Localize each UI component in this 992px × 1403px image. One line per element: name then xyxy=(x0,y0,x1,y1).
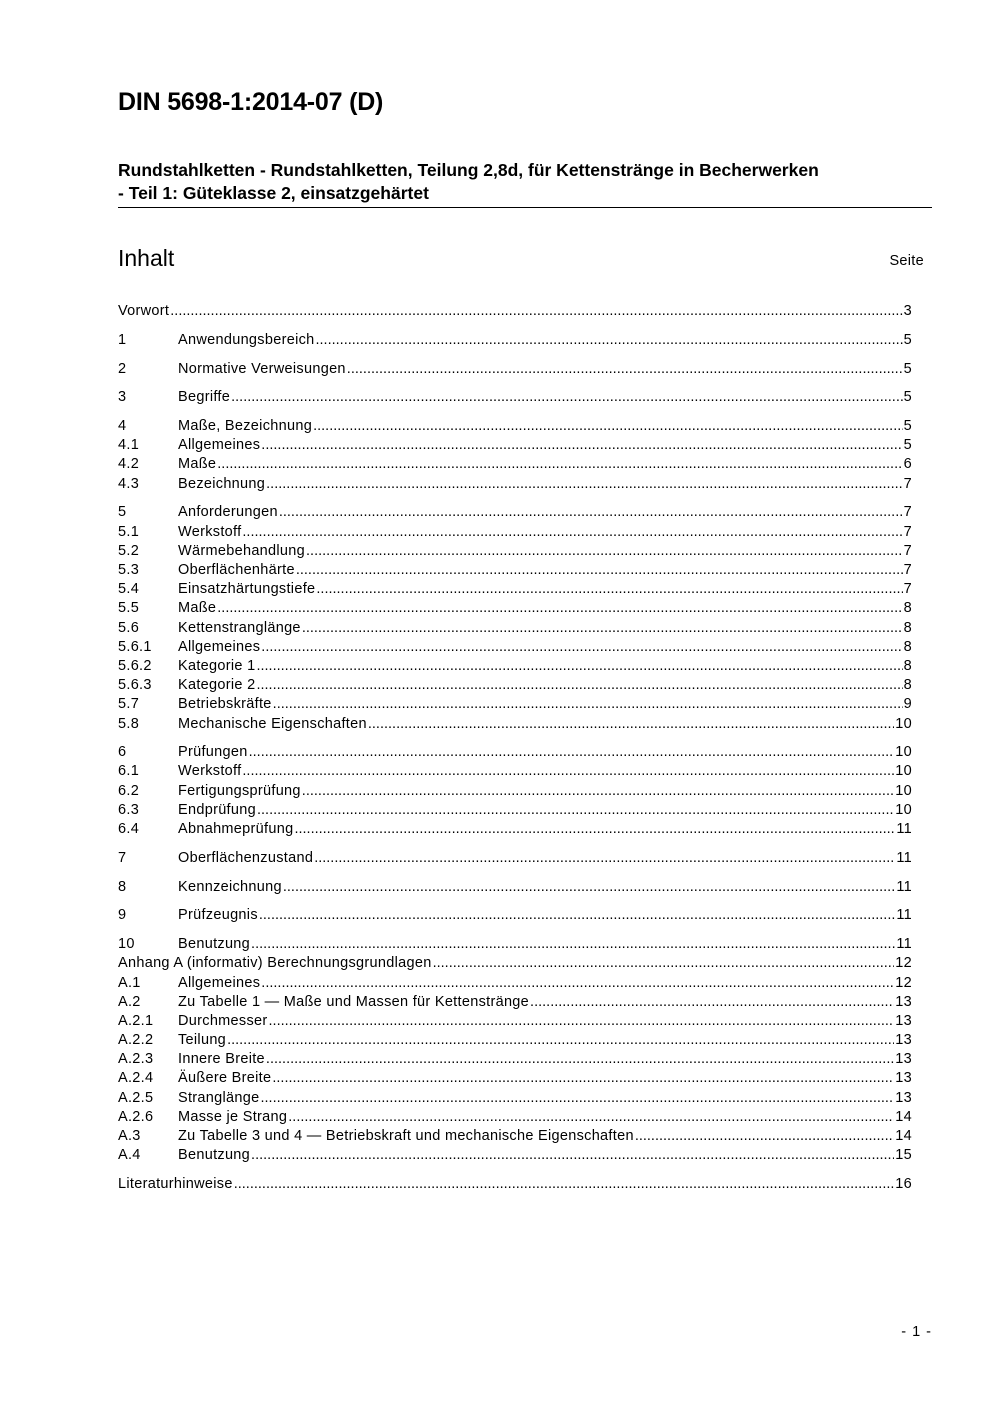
toc-entry-page: 10 xyxy=(895,744,912,761)
toc-entry-label: Zu Tabelle 1 — Maße und Massen für Kettenstränge xyxy=(178,993,530,1010)
toc-entry[interactable] xyxy=(118,878,912,897)
toc-entry[interactable] xyxy=(118,302,912,321)
toc-dot-leader xyxy=(433,954,895,973)
toc-entry[interactable] xyxy=(118,1089,912,1108)
toc-entry-number: 6 xyxy=(118,744,127,761)
toc-entry-label: Fertigungsprüfung xyxy=(178,782,301,799)
toc-entry-label: Kategorie 2 xyxy=(178,677,256,694)
toc-entry-number: 3 xyxy=(118,389,127,406)
toc-entry-page: 7 xyxy=(903,523,912,540)
toc-entry[interactable] xyxy=(118,580,912,599)
toc-entry-page: 7 xyxy=(903,581,912,598)
toc-entry-page: 13 xyxy=(895,1089,912,1106)
toc-entry-label: Prüfungen xyxy=(178,744,248,761)
toc-dot-leader xyxy=(170,302,902,321)
toc-entry[interactable] xyxy=(118,801,912,820)
toc-entry-label: Anwendungsbereich xyxy=(178,331,315,348)
toc-entry-page: 15 xyxy=(895,1147,912,1164)
toc-entry-number: 5.5 xyxy=(118,600,140,617)
toc-entry-number: 5.1 xyxy=(118,523,140,540)
toc-entry[interactable] xyxy=(118,743,912,762)
toc-heading: Inhalt xyxy=(118,245,175,271)
toc-entry[interactable] xyxy=(118,388,912,407)
toc-dot-leader xyxy=(635,1127,894,1146)
toc-entry-page: 16 xyxy=(895,1176,912,1193)
toc-entry-label: Bezeichnung xyxy=(178,475,266,492)
toc-entry[interactable] xyxy=(118,676,912,695)
toc-entry-page: 14 xyxy=(895,1128,912,1145)
toc-entry-label: Oberflächenzustand xyxy=(178,849,314,866)
toc-entry[interactable] xyxy=(118,1031,912,1050)
toc-dot-leader xyxy=(283,878,895,897)
toc-dot-leader xyxy=(316,580,902,599)
toc-entry[interactable] xyxy=(118,436,912,455)
toc-entry-number: 6.2 xyxy=(118,782,140,799)
toc-dot-leader xyxy=(266,475,902,494)
toc-entry-number: 5.6.1 xyxy=(118,638,152,655)
toc-entry[interactable] xyxy=(118,417,912,436)
document-subtitle xyxy=(118,159,932,208)
toc-entry-page: 5 xyxy=(903,360,912,377)
toc-entry-label: Literaturhinweise xyxy=(118,1176,233,1193)
toc-entry-page: 7 xyxy=(903,475,912,492)
toc-entry-page: 10 xyxy=(895,763,912,780)
toc-dot-leader xyxy=(261,436,902,455)
toc-entry[interactable] xyxy=(118,360,912,379)
toc-entry-label: Benutzung xyxy=(178,1147,251,1164)
toc-entry[interactable] xyxy=(118,993,912,1012)
toc-entry-number: 5.8 xyxy=(118,715,140,732)
toc-entry-label: Kategorie 1 xyxy=(178,657,256,674)
toc-entry[interactable] xyxy=(118,954,912,973)
toc-entry-number: 5.7 xyxy=(118,696,140,713)
toc-dot-leader xyxy=(347,360,903,379)
toc-entry[interactable] xyxy=(118,503,912,522)
toc-entry-page: 13 xyxy=(895,1070,912,1087)
toc-entry-label: Innere Breite xyxy=(178,1051,265,1068)
toc-entry-page: 8 xyxy=(903,677,912,694)
toc-dot-leader xyxy=(251,935,895,954)
toc-dot-leader xyxy=(242,762,894,781)
toc-dot-leader xyxy=(313,417,903,436)
toc-entry[interactable] xyxy=(118,456,912,475)
toc-entry-number: 6.4 xyxy=(118,821,140,838)
toc-entry-label: Abnahmeprüfung xyxy=(178,821,294,838)
toc-entry[interactable] xyxy=(118,1070,912,1089)
toc-entry-page: 11 xyxy=(896,849,912,866)
toc-dot-leader xyxy=(279,503,903,522)
toc-entry-page: 13 xyxy=(895,1012,912,1029)
toc-entry-page: 6 xyxy=(903,456,912,473)
toc-entry[interactable] xyxy=(118,523,912,542)
toc-entry-page: 8 xyxy=(903,657,912,674)
toc-dot-leader xyxy=(302,782,894,801)
toc-entry-label: Maße xyxy=(178,600,217,617)
toc-entry-number: 4.1 xyxy=(118,437,140,454)
toc-entry-label: Masse je Strang xyxy=(178,1108,288,1125)
toc-entry-page: 5 xyxy=(903,331,912,348)
toc-entry[interactable] xyxy=(118,974,912,993)
toc-entry-label: Endprüfung xyxy=(178,801,256,818)
toc-entry[interactable] xyxy=(118,599,912,618)
toc-entry-label: Maße xyxy=(178,456,217,473)
toc-entry-page: 14 xyxy=(895,1108,912,1125)
toc-dot-leader xyxy=(257,801,894,820)
toc-dot-leader xyxy=(256,657,902,676)
toc-entry[interactable] xyxy=(118,1108,912,1127)
toc-entry[interactable] xyxy=(118,1146,912,1165)
toc-entry[interactable] xyxy=(118,1175,912,1194)
toc-entry-number: 4.3 xyxy=(118,475,140,492)
table-of-contents xyxy=(118,302,912,1194)
toc-entry[interactable] xyxy=(118,820,912,839)
toc-entry-label: Durchmesser xyxy=(178,1012,268,1029)
toc-dot-leader xyxy=(530,993,894,1012)
toc-entry-number: A.4 xyxy=(118,1147,141,1164)
toc-entry-page: 10 xyxy=(895,801,912,818)
toc-entry-number: A.2.2 xyxy=(118,1032,154,1049)
toc-entry-number: 6.3 xyxy=(118,801,140,818)
toc-entry[interactable] xyxy=(118,695,912,714)
toc-dot-leader xyxy=(314,849,895,868)
toc-entry-page: 10 xyxy=(895,715,912,732)
toc-entry-number: A.2.3 xyxy=(118,1051,154,1068)
toc-entry[interactable] xyxy=(118,1012,912,1031)
toc-entry-page: 5 xyxy=(903,437,912,454)
toc-entry-page: 8 xyxy=(903,638,912,655)
toc-dot-leader xyxy=(234,1175,895,1194)
toc-dot-leader xyxy=(231,388,903,407)
toc-entry-number: 5 xyxy=(118,504,127,521)
toc-entry-page: 13 xyxy=(895,1051,912,1068)
toc-dot-leader xyxy=(294,820,895,839)
toc-entry-page: 11 xyxy=(896,821,912,838)
toc-entry-number: 2 xyxy=(118,360,127,377)
toc-entry-page: 13 xyxy=(895,1032,912,1049)
toc-dot-leader xyxy=(217,599,902,618)
toc-entry-number: 5.6.3 xyxy=(118,677,152,694)
toc-entry[interactable] xyxy=(118,782,912,801)
toc-entry-label: Anhang A (informativ) Berechnungsgrundlagen xyxy=(118,955,432,972)
toc-entry[interactable] xyxy=(118,561,912,580)
toc-entry-number: 10 xyxy=(118,936,135,953)
toc-dot-leader xyxy=(242,523,902,542)
toc-entry-number: A.2 xyxy=(118,993,141,1010)
toc-dot-leader xyxy=(288,1108,894,1127)
toc-dot-leader xyxy=(269,1012,895,1031)
toc-entry-number: 8 xyxy=(118,878,127,895)
toc-entry[interactable] xyxy=(118,935,912,954)
toc-dot-leader xyxy=(256,676,902,695)
subtitle-line-2: - Teil 1: Güteklasse 2, einsatzgehärtet xyxy=(118,183,429,203)
toc-entry-label: Mechanische Eigenschaften xyxy=(178,715,367,732)
toc-dot-leader xyxy=(249,743,895,762)
toc-dot-leader xyxy=(273,695,903,714)
toc-entry-number: A.3 xyxy=(118,1128,141,1145)
toc-entry[interactable] xyxy=(118,638,912,657)
toc-entry-number: 4.2 xyxy=(118,456,140,473)
toc-entry-label: Werkstoff xyxy=(178,763,242,780)
subtitle-line-1: Rundstahlketten - Rundstahlketten, Teilung 2,8d, für Kettenstränge in Becherwerken xyxy=(118,160,819,180)
toc-dot-leader xyxy=(259,906,895,925)
toc-entry-number: 5.2 xyxy=(118,542,140,559)
toc-entry[interactable] xyxy=(118,849,912,868)
toc-entry-number: 5.3 xyxy=(118,562,140,579)
toc-entry-number: 5.6.2 xyxy=(118,657,152,674)
toc-entry-label: Zu Tabelle 3 und 4 — Betriebskraft und mechanische Eigenschaften xyxy=(178,1128,634,1145)
toc-entry-label: Allgemeines xyxy=(178,638,261,655)
toc-entry-number: 7 xyxy=(118,849,127,866)
toc-entry-label: Teilung xyxy=(178,1032,227,1049)
toc-entry-label: Normative Verweisungen xyxy=(178,360,346,377)
toc-entry-page: 8 xyxy=(903,600,912,617)
toc-entry-label: Maße, Bezeichnung xyxy=(178,418,313,435)
toc-entry-label: Wärmebehandlung xyxy=(178,542,306,559)
toc-entry-page: 11 xyxy=(896,878,912,895)
toc-entry-label: Kennzeichnung xyxy=(178,878,282,895)
toc-entry[interactable] xyxy=(118,715,912,734)
toc-entry[interactable] xyxy=(118,906,912,925)
toc-entry-number: A.2.1 xyxy=(118,1012,154,1029)
toc-entry-label: Oberflächenhärte xyxy=(178,562,295,579)
toc-entry-number: A.2.5 xyxy=(118,1089,154,1106)
toc-dot-leader xyxy=(368,715,894,734)
toc-entry-label: Werkstoff xyxy=(178,523,242,540)
toc-entry-label: Prüfzeugnis xyxy=(178,907,258,924)
toc-page-label: Seite xyxy=(889,253,924,269)
toc-entry-label: Äußere Breite xyxy=(178,1070,272,1087)
toc-entry[interactable] xyxy=(118,763,912,782)
page-number: - 1 - xyxy=(901,1324,932,1340)
toc-dot-leader xyxy=(272,1069,894,1088)
toc-entry[interactable] xyxy=(118,1050,912,1069)
toc-entry-label: Vorwort xyxy=(118,302,170,319)
toc-entry-number: 1 xyxy=(118,331,127,348)
toc-entry-label: Betriebskräfte xyxy=(178,696,272,713)
toc-entry-number: 9 xyxy=(118,907,127,924)
toc-dot-leader xyxy=(306,542,903,561)
toc-entry-label: Anforderungen xyxy=(178,504,278,521)
toc-dot-leader xyxy=(217,455,902,474)
toc-dot-leader xyxy=(316,331,903,350)
toc-entry-label: Einsatzhärtungstiefe xyxy=(178,581,316,598)
toc-entry-page: 13 xyxy=(895,993,912,1010)
toc-entry-page: 12 xyxy=(895,974,912,991)
toc-entry-page: 11 xyxy=(896,936,912,953)
toc-entry-number: A.2.4 xyxy=(118,1070,154,1087)
toc-entry-page: 7 xyxy=(903,562,912,579)
toc-dot-leader xyxy=(261,1089,895,1108)
toc-entry-page: 8 xyxy=(903,619,912,636)
toc-entry-label: Begriffe xyxy=(178,389,231,406)
toc-entry-number: 5.4 xyxy=(118,581,140,598)
toc-dot-leader xyxy=(266,1050,894,1069)
toc-dot-leader xyxy=(302,619,903,638)
toc-dot-leader xyxy=(251,1146,894,1165)
toc-entry-number: A.2.6 xyxy=(118,1108,154,1125)
toc-entry-page: 12 xyxy=(895,955,912,972)
toc-dot-leader xyxy=(261,974,894,993)
toc-entry-label: Allgemeines xyxy=(178,974,261,991)
toc-entry-page: 10 xyxy=(895,782,912,799)
toc-dot-leader xyxy=(261,638,902,657)
toc-entry[interactable] xyxy=(118,542,912,561)
toc-dot-leader xyxy=(296,561,903,580)
toc-entry-number: 5.6 xyxy=(118,619,140,636)
toc-entry-number: A.1 xyxy=(118,974,141,991)
toc-dot-leader xyxy=(227,1031,894,1050)
toc-entry-number: 6.1 xyxy=(118,763,140,780)
toc-entry-page: 5 xyxy=(903,418,912,435)
toc-entry-label: Benutzung xyxy=(178,936,251,953)
toc-entry[interactable] xyxy=(118,475,912,494)
toc-entry-page: 9 xyxy=(903,696,912,713)
toc-entry-label: Stranglänge xyxy=(178,1089,260,1106)
toc-entry-label: Kettenstranglänge xyxy=(178,619,301,636)
toc-entry-label: Allgemeines xyxy=(178,437,261,454)
toc-entry[interactable] xyxy=(118,619,912,638)
toc-entry[interactable] xyxy=(118,1127,912,1146)
document-title: DIN 5698-1:2014-07 (D) xyxy=(118,88,384,116)
toc-entry-page: 7 xyxy=(903,504,912,521)
toc-entry-page: 7 xyxy=(903,542,912,559)
toc-entry[interactable] xyxy=(118,657,912,676)
toc-entry-page: 11 xyxy=(896,907,912,924)
toc-entry-page: 5 xyxy=(903,389,912,406)
toc-entry-number: 4 xyxy=(118,418,127,435)
toc-entry-page: 3 xyxy=(903,302,912,319)
toc-entry[interactable] xyxy=(118,331,912,350)
